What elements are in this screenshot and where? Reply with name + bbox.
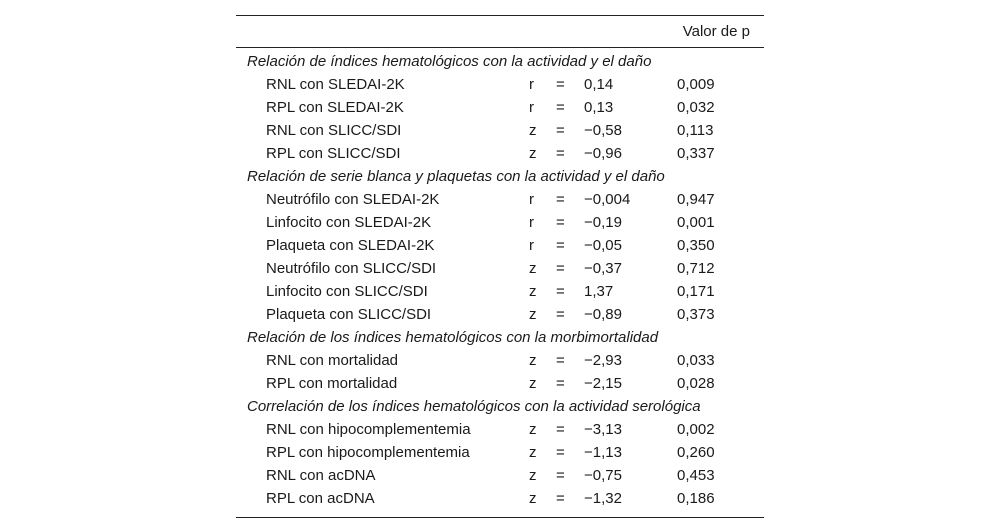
statistic-symbol: r bbox=[529, 99, 534, 116]
statistic-value: −0,58 bbox=[584, 122, 622, 139]
statistic-symbol: z bbox=[529, 467, 537, 484]
p-value: 0,712 bbox=[677, 260, 715, 277]
equals-sign: = bbox=[556, 76, 565, 93]
table-row bbox=[236, 373, 764, 396]
p-value: 0,033 bbox=[677, 352, 715, 369]
equals-sign: = bbox=[556, 467, 565, 484]
equals-sign: = bbox=[556, 214, 565, 231]
p-value: 0,171 bbox=[677, 283, 715, 300]
p-value: 0,453 bbox=[677, 467, 715, 484]
p-value: 0,350 bbox=[677, 237, 715, 254]
row-label: RPL con SLICC/SDI bbox=[266, 145, 401, 162]
statistic-symbol: z bbox=[529, 145, 537, 162]
section-row bbox=[236, 166, 764, 189]
table-row bbox=[236, 74, 764, 97]
statistic-symbol: z bbox=[529, 375, 537, 392]
bottom-rule bbox=[236, 517, 764, 518]
p-value: 0,947 bbox=[677, 191, 715, 208]
statistic-symbol: z bbox=[529, 260, 537, 277]
table-row bbox=[236, 235, 764, 258]
row-label: Linfocito con SLEDAI-2K bbox=[266, 214, 432, 231]
table-row bbox=[236, 258, 764, 281]
statistic-value: −1,13 bbox=[584, 444, 622, 461]
section-title: Relación de índices hematológicos con la actividad y el daño bbox=[247, 53, 652, 70]
p-value: 0,001 bbox=[677, 214, 715, 231]
p-value: 0,032 bbox=[677, 99, 715, 116]
section-title: Relación de los índices hematológicos con la morbimortalidad bbox=[247, 329, 659, 346]
equals-sign: = bbox=[556, 421, 565, 438]
statistic-value: −0,89 bbox=[584, 306, 622, 323]
row-label: Plaqueta con SLEDAI-2K bbox=[266, 237, 435, 254]
statistic-value: −1,32 bbox=[584, 490, 622, 507]
table-row bbox=[236, 488, 764, 511]
p-value: 0,186 bbox=[677, 490, 715, 507]
p-value: 0,260 bbox=[677, 444, 715, 461]
results-table bbox=[236, 15, 764, 518]
equals-sign: = bbox=[556, 122, 565, 139]
table-row bbox=[236, 281, 764, 304]
equals-sign: = bbox=[556, 191, 565, 208]
table-row bbox=[236, 189, 764, 212]
row-label: Neutrófilo con SLICC/SDI bbox=[266, 260, 437, 277]
table-row bbox=[236, 143, 764, 166]
table-header bbox=[236, 16, 764, 47]
equals-sign: = bbox=[556, 283, 565, 300]
p-value: 0,028 bbox=[677, 375, 715, 392]
row-label: RNL con acDNA bbox=[266, 467, 376, 484]
table-row bbox=[236, 465, 764, 488]
row-label: Plaqueta con SLICC/SDI bbox=[266, 306, 432, 323]
row-label: Linfocito con SLICC/SDI bbox=[266, 283, 428, 300]
table-row bbox=[236, 120, 764, 143]
table-row bbox=[236, 304, 764, 327]
statistic-symbol: z bbox=[529, 444, 537, 461]
equals-sign: = bbox=[556, 237, 565, 254]
statistic-symbol: z bbox=[529, 306, 537, 323]
equals-sign: = bbox=[556, 145, 565, 162]
statistic-value: −2,15 bbox=[584, 375, 622, 392]
equals-sign: = bbox=[556, 99, 565, 116]
equals-sign: = bbox=[556, 375, 565, 392]
equals-sign: = bbox=[556, 490, 565, 507]
statistic-symbol: z bbox=[529, 352, 537, 369]
row-label: RPL con acDNA bbox=[266, 490, 375, 507]
row-label: RPL con SLEDAI-2K bbox=[266, 99, 404, 116]
section-title: Relación de serie blanca y plaquetas con la actividad y el daño bbox=[247, 168, 665, 185]
statistic-value: −0,004 bbox=[584, 191, 631, 208]
statistic-value: −3,13 bbox=[584, 421, 622, 438]
table-row bbox=[236, 212, 764, 235]
row-label: RNL con hipocomplementemia bbox=[266, 421, 471, 438]
statistic-symbol: z bbox=[529, 283, 537, 300]
statistic-value: −0,05 bbox=[584, 237, 622, 254]
p-value: 0,113 bbox=[677, 122, 714, 139]
table-row bbox=[236, 97, 764, 120]
row-label: RPL con hipocomplementemia bbox=[266, 444, 470, 461]
section-row bbox=[236, 51, 764, 74]
statistic-symbol: z bbox=[529, 490, 537, 507]
statistic-symbol: r bbox=[529, 237, 534, 254]
p-value: 0,002 bbox=[677, 421, 715, 438]
table-row bbox=[236, 419, 764, 442]
section-title: Correlación de los índices hematológicos con la actividad serológica bbox=[247, 398, 701, 415]
statistic-value: 0,13 bbox=[584, 99, 614, 116]
statistic-symbol: r bbox=[529, 191, 534, 208]
statistic-value: 1,37 bbox=[584, 283, 614, 300]
statistic-symbol: r bbox=[529, 76, 534, 93]
statistic-symbol: z bbox=[529, 421, 537, 438]
statistic-value: −2,93 bbox=[584, 352, 622, 369]
row-label: RNL con mortalidad bbox=[266, 352, 399, 369]
statistic-value: −0,75 bbox=[584, 467, 622, 484]
equals-sign: = bbox=[556, 306, 565, 323]
equals-sign: = bbox=[556, 352, 565, 369]
statistic-value: −0,96 bbox=[584, 145, 622, 162]
row-label: RPL con mortalidad bbox=[266, 375, 398, 392]
equals-sign: = bbox=[556, 444, 565, 461]
table-body bbox=[236, 48, 764, 517]
section-row bbox=[236, 396, 764, 419]
table-row bbox=[236, 350, 764, 373]
statistic-symbol: r bbox=[529, 214, 534, 231]
row-label: RNL con SLEDAI-2K bbox=[266, 76, 405, 93]
section-row bbox=[236, 327, 764, 350]
p-value: 0,373 bbox=[677, 306, 715, 323]
table-row bbox=[236, 442, 764, 465]
p-value: 0,009 bbox=[677, 76, 715, 93]
statistic-value: 0,14 bbox=[584, 76, 614, 93]
statistic-value: −0,37 bbox=[584, 260, 622, 277]
statistic-symbol: z bbox=[529, 122, 537, 139]
p-value-column-header: Valor de p bbox=[682, 23, 750, 40]
equals-sign: = bbox=[556, 260, 565, 277]
statistic-value: −0,19 bbox=[584, 214, 622, 231]
row-label: RNL con SLICC/SDI bbox=[266, 122, 402, 139]
p-value: 0,337 bbox=[677, 145, 715, 162]
row-label: Neutrófilo con SLEDAI-2K bbox=[266, 191, 440, 208]
